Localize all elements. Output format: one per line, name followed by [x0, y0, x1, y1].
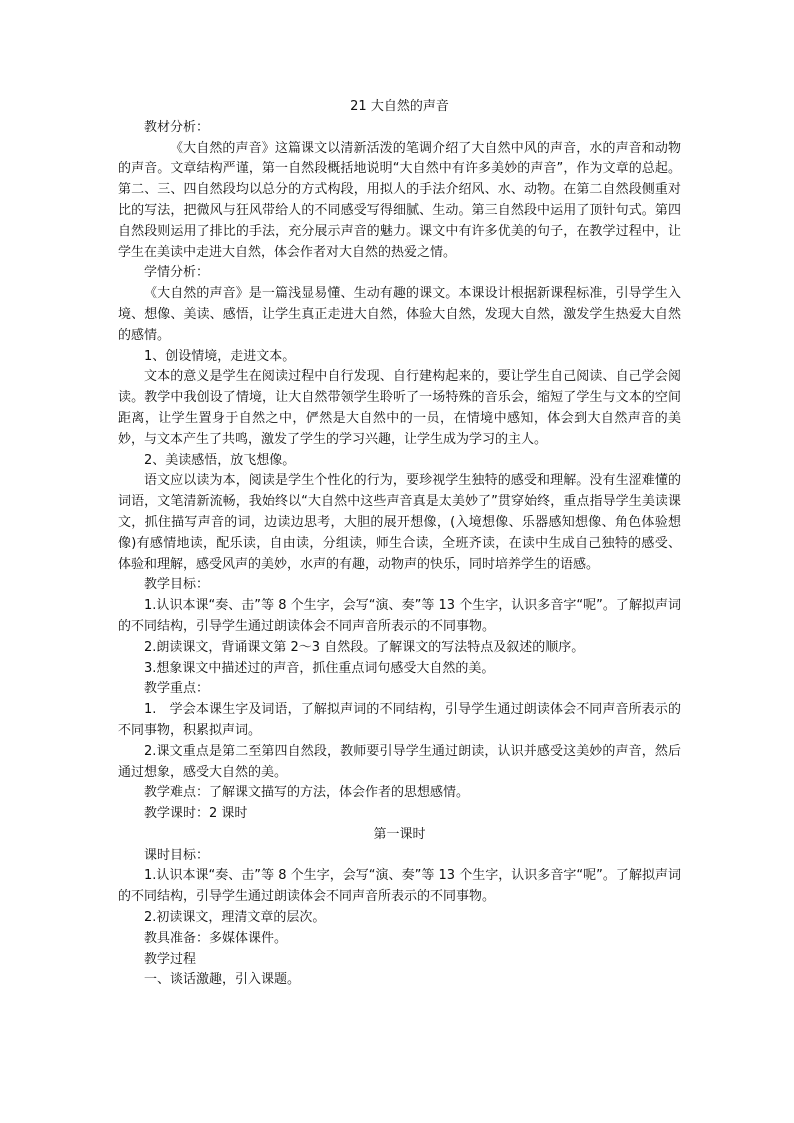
document-title: 21 大自然的声音 [350, 99, 449, 114]
paragraph-section-2: 语文应以读为本，阅读是学生个性化的行为，要珍视学生独特的感受和理解。没有生涩难懂的词语，文笔清新流畅，我始终以“大自然中这些声音真是太美妙了”贯穿始终，重点指导学生美读课文，抓住描写声音的词，边读边思考，大胆的展开想像，(入境想像、乐器感知想像、角色体验想像)有感情地读，配乐读，自由读，分组读，师生合读，全班齐读，在读中生成自己独特的感受、体验和理解，感受风声的美妙，水声的有趣，动物声的快乐，同时培养学生的语感。 [118, 473, 681, 572]
heading-lesson-goals: 课时目标： [144, 847, 210, 863]
paragraph-student-analysis: 《大自然的声音》是一篇浅显易懂、生动有趣的课文。本课设计根据新课程标准，引导学生入境、想像、美读、感悟，让学生真正走进大自然，体验大自然，发现大自然，激发学生热爱大自然的感情。 [118, 286, 681, 343]
heading-key-points: 教学重点： [144, 681, 210, 697]
key-point-1: 1. 学会本课生字及词语，了解拟声词的不同结构，引导学生通过朗读体会不同声音所表示的不同事物，积累拟声词。 [118, 702, 681, 738]
teaching-goal-1: 1.认识本课“奏、击”等 8 个生字，会写“演、奏”等 13 个生字，认识多音字“呢”。了解拟声词的不同结构，引导学生通过朗读体会不同声音所表示的不同事物。 [118, 598, 681, 634]
lesson-plan-document [118, 97, 681, 991]
teaching-hours: 教学课时：2 课时 [144, 806, 248, 822]
heading-teaching-goals: 教学目标： [144, 577, 210, 593]
heading-section-2: 2、美读感悟，放飞想像。 [144, 452, 296, 468]
lesson-1-heading: 第一课时 [373, 826, 426, 842]
paragraph-section-1: 文本的意义是学生在阅读过程中自行发现、自行建构起来的，要让学生自己阅读、自己学会阅读。教学中我创设了情境，让大自然带领学生聆听了一场特殊的音乐会，缩短了学生与文本的空间距离，让学生置身于自然之中，俨然是大自然中的一员，在情境中感知，体会到大自然声音的美妙，与文本产生了共鸣，激发了学生的学习兴趣，让学生成为学习的主人。 [118, 369, 681, 447]
lesson-goal-2: 2.初读课文，理清文章的层次。 [144, 910, 326, 926]
teaching-goal-3: 3.想象课文中描述过的声音，抓住重点词句感受大自然的美。 [144, 660, 495, 676]
heading-material-analysis: 教材分析： [144, 119, 210, 135]
process-step-1: 一、谈话激趣，引入课题。 [144, 972, 301, 988]
heading-teaching-process: 教学过程 [144, 951, 197, 967]
paragraph-material-analysis: 《大自然的声音》这篇课文以清新活泼的笔调介绍了大自然中风的声音，水的声音和动物的声音。文章结构严谨，第一自然段概括地说明“大自然中有许多美妙的声音”，作为文章的总起。第二、三、四自然段均以总分的方式构段，用拟人的手法介绍风、水、动物。在第二自然段侧重对比的写法，把微风与狂风带给人的不同感受写得细腻、生动。第三自然段中运用了顶针句式。第四自然段则运用了排比的手法，充分展示声音的魅力。课文中有许多优美的句子，在教学过程中，让学生在美读中走进大自然，体会作者对大自然的热爱之情。 [118, 140, 681, 260]
heading-section-1: 1、创设情境，走进文本。 [144, 348, 296, 364]
teaching-tools: 教具准备：多媒体课件。 [144, 930, 288, 946]
teaching-difficulty: 教学难点：了解课文描写的方法，体会作者的思想感情。 [144, 785, 470, 801]
lesson-goal-1: 1.认识本课“奏、击”等 8 个生字，会写“演、奏”等 13 个生字，认识多音字“呢”。了解拟声词的不同结构，引导学生通过朗读体会不同声音所表示的不同事物。 [118, 868, 681, 905]
heading-student-analysis: 学情分析： [144, 265, 210, 281]
teaching-goal-2: 2.朗读课文，背诵课文第 2～3 自然段。了解课文的写法特点及叙述的顺序。 [144, 639, 585, 655]
key-point-2: 2.课文重点是第二至第四自然段，教师要引导学生通过朗读，认识并感受这美妙的声音，然后通过想象，感受大自然的美。 [118, 743, 681, 780]
